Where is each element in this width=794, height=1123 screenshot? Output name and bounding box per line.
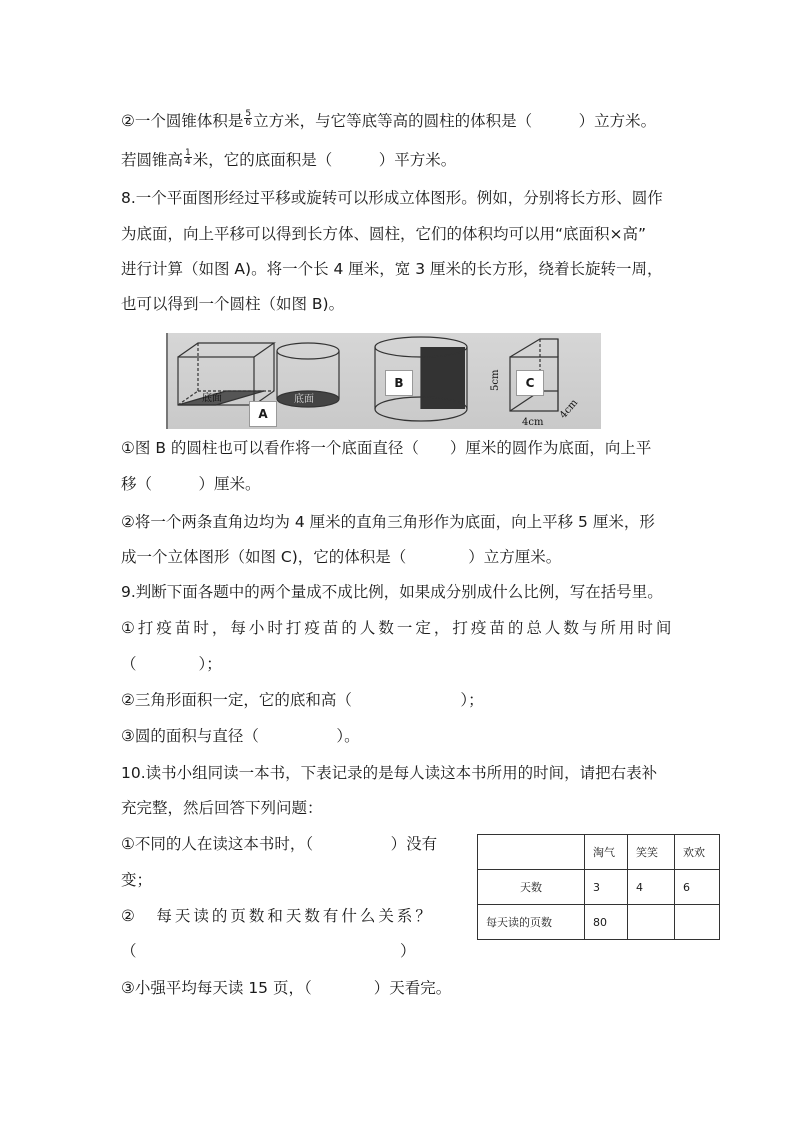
q9-s1-line-2: （ ）； <box>121 655 222 673</box>
table-cell: 4 <box>628 870 675 905</box>
q10-a2-line-1: ② 每天读的页数和天数有什么关系？ <box>121 907 434 925</box>
q9-title: 9.判断下面各题中的两个量成不成比例，如果成分别成什么比例，写在括号里。 <box>121 583 663 601</box>
q10-line-1: 10.读书小组同读一本书，下表记录的是每人读这本书所用的时间，请把右表补 <box>121 764 658 782</box>
q7-text-c: 若圆锥高 <box>121 151 184 169</box>
q10-a2-line-2: （ ） <box>121 942 416 960</box>
table-header-cell: 欢欢 <box>675 835 720 870</box>
table-header-cell: 淘气 <box>585 835 628 870</box>
table-cell: 80 <box>585 905 628 940</box>
figure-b-tag: B <box>385 370 413 396</box>
q8-line-2: 为底面，向上平移可以得到长方体、圆柱，它们的体积均可以用“底面积×高” <box>121 225 647 243</box>
q10-a1-line-1: ①不同的人在读这本书时，（ ）没有 <box>121 835 438 853</box>
table-row <box>478 870 720 905</box>
fraction-one-fourth: $\frac{1}{4}$ <box>185 148 191 167</box>
depth-dimension-label: 4cm <box>557 397 581 421</box>
height-dimension-label: 5cm <box>490 369 501 391</box>
cuboid-base-label: 底面 <box>202 393 222 404</box>
table-row <box>478 835 720 870</box>
solid-figures-photo <box>166 333 601 429</box>
q10-line-2: 充完整，然后回答下列问题： <box>121 799 323 817</box>
q8-line-3: 进行计算（如图 A)。将一个长 4 厘米，宽 3 厘米的长方形，绕着长旋转一周， <box>121 260 663 278</box>
table-cell-blank[interactable] <box>675 905 720 940</box>
table-cell: 天数 <box>478 870 585 905</box>
q10-a3: ③小强平均每天读 15 页，（ ）天看完。 <box>121 979 452 997</box>
bottom-dimension-label: 4cm <box>522 417 544 428</box>
table-cell-blank[interactable] <box>628 905 675 940</box>
q9-s1-line-1: ①打疫苗时，每小时打疫苗的人数一定，打疫苗的总人数与所用时间 <box>121 619 675 637</box>
table-header-cell <box>478 835 585 870</box>
q7-line-1 <box>121 111 656 131</box>
q9-s2: ②三角形面积一定，它的底和高（ ）； <box>121 691 484 709</box>
q8-sub2-line-1: ②将一个两条直角边均为 4 厘米的直角三角形作为底面，向上平移 5 厘米，形 <box>121 513 655 531</box>
q8-sub1-line-1: ①图 B 的圆柱也可以看作将一个底面直径（ ）厘米的圆作为底面，向上平 <box>121 439 652 457</box>
table-cell: 每天读的页数 <box>478 905 585 940</box>
q8-sub1-line-2: 移（ ）厘米。 <box>121 475 261 493</box>
table-row <box>478 905 720 940</box>
q8-sub2-line-2: 成一个立体图形（如图 C)，它的体积是（ ）立方厘米。 <box>121 548 562 566</box>
figure-c-tag: C <box>516 370 544 396</box>
q8-line-4: 也可以得到一个圆柱（如图 B)。 <box>121 295 345 313</box>
reading-time-table <box>477 834 720 940</box>
q7-line-2 <box>121 150 456 170</box>
q7-text-a: ②一个圆锥体积是 <box>121 112 244 130</box>
q7-text-b: 立方米，与它等底等高的圆柱的体积是（ ）立方米。 <box>253 112 657 130</box>
cylinder-base-label: 底面 <box>294 394 314 405</box>
q9-s3: ③圆的面积与直径（ ）。 <box>121 727 360 745</box>
figure-a-tag: A <box>249 401 277 427</box>
table-cell: 3 <box>585 870 628 905</box>
fraction-five-sixths: $\frac{5}{6}$ <box>245 109 252 128</box>
cuboid-shape <box>178 343 274 405</box>
table-header-cell: 笑笑 <box>628 835 675 870</box>
q8-line-1: 8.一个平面图形经过平移或旋转可以形成立体图形。例如，分别将长方形、圆作 <box>121 189 663 207</box>
q10-a1-line-2: 变； <box>121 871 153 889</box>
q7-text-d: 米，它的底面积是（ ）平方米。 <box>192 151 457 169</box>
table-cell: 6 <box>675 870 720 905</box>
